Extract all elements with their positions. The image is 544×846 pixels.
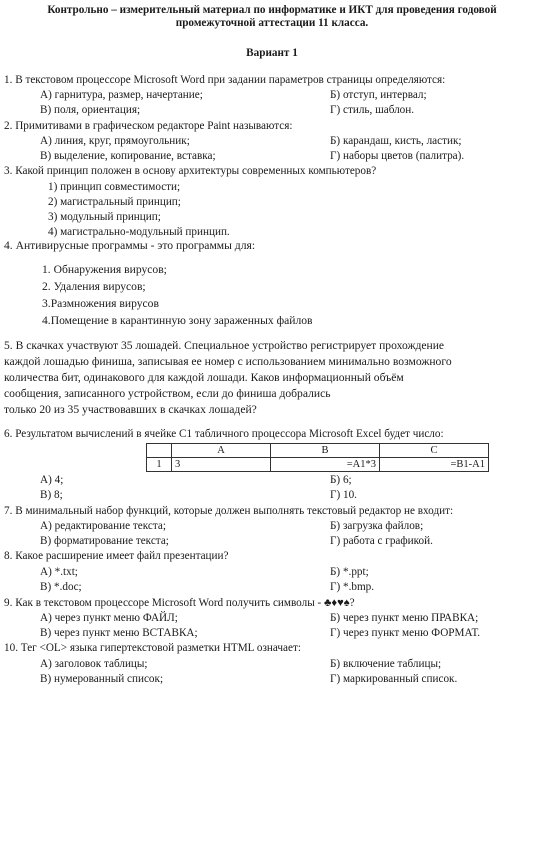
q2-option-c: В) выделение, копирование, вставка; xyxy=(40,150,216,162)
q3-option-1: 1) принцип совместимости; xyxy=(48,181,181,193)
question-5-line5: только 20 из 35 участвовавших в скачках лошадей? xyxy=(4,403,257,416)
excel-row-number: 1 xyxy=(147,458,172,472)
q6-option-c: В) 8; xyxy=(40,489,63,501)
q3-option-3: 3) модульный принцип; xyxy=(48,211,161,223)
q3-option-4: 4) магистрально-модульный принцип. xyxy=(48,226,230,238)
variant-heading: Вариант 1 xyxy=(246,47,298,59)
q6-option-d: Г) 10. xyxy=(330,489,357,501)
excel-cell-b1: =A1*3 xyxy=(271,458,380,472)
q8-option-a: А) *.txt; xyxy=(40,566,78,578)
q10-option-c: В) нумерованный список; xyxy=(40,673,164,685)
q7-option-b: Б) загрузка файлов; xyxy=(330,520,424,532)
question-7: 7. В минимальный набор функций, которые должен выполнять текстовый редактор не входит: xyxy=(4,505,454,517)
excel-col-a-header: A xyxy=(172,444,271,458)
excel-col-b-header: B xyxy=(271,444,380,458)
q2-option-b: Б) карандаш, кисть, ластик; xyxy=(330,135,462,147)
excel-col-c-header: C xyxy=(380,444,489,458)
q9-option-a: А) через пункт меню ФАЙЛ; xyxy=(40,612,178,624)
excel-cell-c1: =B1-A1 xyxy=(380,458,489,472)
question-9: 9. Как в текстовом процессоре Microsoft Word получить символы - ♣♦♥♠? xyxy=(4,597,355,609)
q7-option-a: А) редактирование текста; xyxy=(40,520,166,532)
q7-option-d: Г) работа с графикой. xyxy=(330,535,433,547)
q8-option-d: Г) *.bmp. xyxy=(330,581,375,593)
q9-option-b: Б) через пункт меню ПРАВКА; xyxy=(330,612,479,624)
question-8: 8. Какое расширение имеет файл презентации? xyxy=(4,550,229,562)
excel-data-row xyxy=(147,458,489,472)
doc-title-line1: Контрольно – измерительный материал по информатике и ИКТ для проведения годовой xyxy=(47,4,497,16)
question-2: 2. Примитивами в графическом редакторе Paint называются: xyxy=(4,120,293,132)
q4-option-1: 1. Обнаружения вирусов; xyxy=(42,263,167,276)
q8-option-b: Б) *.ppt; xyxy=(330,566,369,578)
question-6: 6. Результатом вычислений в ячейке С1 табличного процессора Microsoft Excel будет число: xyxy=(4,428,444,440)
q1-option-a: А) гарнитура, размер, начертание; xyxy=(40,89,203,101)
q10-option-d: Г) маркированный список. xyxy=(330,673,458,685)
doc-title-line2: промежуточной аттестации 11 класса. xyxy=(175,17,369,29)
q2-option-a: А) линия, круг, прямоугольник; xyxy=(40,135,190,147)
question-3: 3. Какой принцип положен в основу архитектуры современных компьютеров? xyxy=(4,165,377,177)
q8-option-c: В) *.doc; xyxy=(40,581,82,593)
q6-option-a: А) 4; xyxy=(40,474,64,486)
excel-header-row xyxy=(147,444,489,458)
q4-option-3: 3.Размножения вирусов xyxy=(42,297,159,310)
q10-option-b: Б) включение таблицы; xyxy=(330,658,442,670)
question-10: 10. Тег <OL> языка гипертекстовой разметки HTML означает: xyxy=(4,642,301,654)
q3-option-2: 2) магистральный принцип; xyxy=(48,196,181,208)
q4-option-2: 2. Удаления вирусов; xyxy=(42,280,146,293)
q9-option-d: Г) через пункт меню ФОРМАТ. xyxy=(330,627,481,639)
question-5-line2: каждой лошадью финиша, записывая ее номер с использованием минимально возможного xyxy=(4,355,452,368)
excel-table xyxy=(146,443,489,472)
excel-corner-cell xyxy=(147,444,172,458)
q9-option-c: В) через пункт меню ВСТАВКА; xyxy=(40,627,198,639)
q7-option-c: В) форматирование текста; xyxy=(40,535,169,547)
q2-option-d: Г) наборы цветов (палитра). xyxy=(330,150,465,162)
q10-option-a: А) заголовок таблицы; xyxy=(40,658,148,670)
question-5-line1: 5. В скачках участвуют 35 лошадей. Специальное устройство регистрирует прохождение xyxy=(4,339,445,352)
question-5-line4: сообщения, записанного устройством, если до финиша добрались xyxy=(4,387,331,400)
q1-option-b: Б) отступ, интервал; xyxy=(330,89,427,101)
excel-cell-a1: 3 xyxy=(172,458,271,472)
q4-option-4: 4.Помещение в карантинную зону зараженных файлов xyxy=(42,314,313,327)
question-5-line3: количества бит, одинакового для каждой лошади. Каков информационный объём xyxy=(4,371,404,384)
q1-option-d: Г) стиль, шаблон. xyxy=(330,104,415,116)
q1-option-c: В) поля, ориентация; xyxy=(40,104,141,116)
question-1: 1. В текстовом процессоре Microsoft Word при задании параметров страницы определяются: xyxy=(4,74,446,86)
question-4: 4. Антивирусные программы - это программы для: xyxy=(4,239,256,252)
q6-option-b: Б) 6; xyxy=(330,474,352,486)
